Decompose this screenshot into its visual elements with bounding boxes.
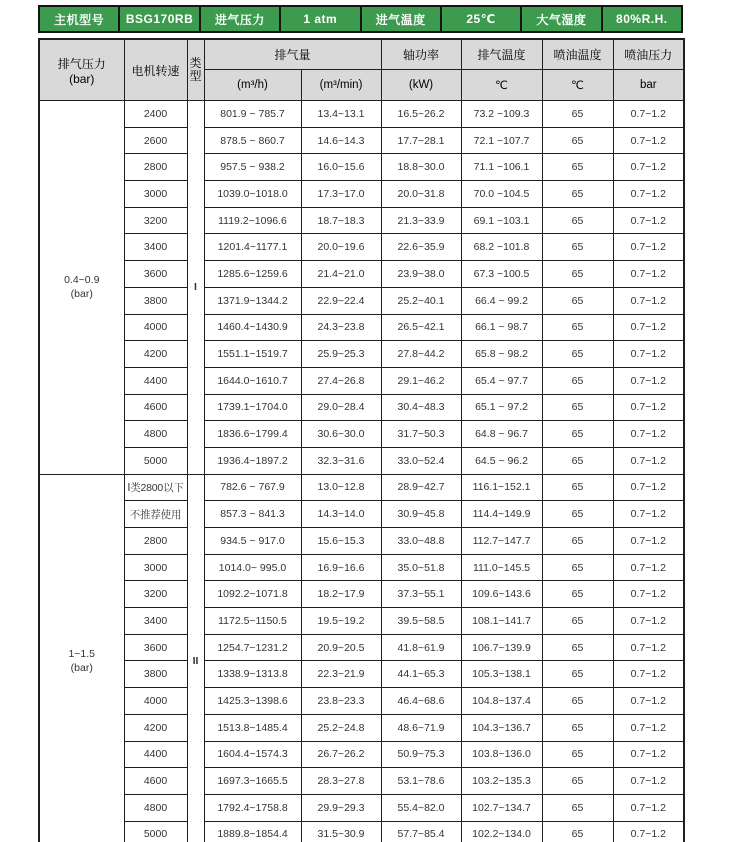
oil-temp-cell: 65 xyxy=(542,261,613,288)
oil-temp-cell: 65 xyxy=(542,127,613,154)
type-label-cell: II xyxy=(187,474,204,842)
discharge-temp-header: 排气温度 xyxy=(461,39,542,70)
discharge-temp-cell: 64.8 ~ 96.7 xyxy=(461,421,542,448)
table-row xyxy=(39,261,684,288)
shaft-power-cell: 17.7~28.1 xyxy=(381,127,461,154)
shaft-power-cell: 18.8~30.0 xyxy=(381,154,461,181)
flow-m3min-cell: 22.3~21.9 xyxy=(301,661,381,688)
inlet-pressure-value: 1 atm xyxy=(281,7,359,31)
flow-m3min-cell: 32.3~31.6 xyxy=(301,447,381,474)
discharge-pressure-title: 排气压力 xyxy=(57,56,106,71)
table-row xyxy=(39,821,684,842)
table-row xyxy=(39,367,684,394)
shaft-power-cell: 26.5~42.1 xyxy=(381,314,461,341)
table-row xyxy=(39,768,684,795)
discharge-pressure-unit: (bar) xyxy=(69,71,95,86)
flow-m3h-cell: 782.6 ~ 767.9 xyxy=(204,474,301,501)
discharge-temp-cell: 109.6~143.6 xyxy=(461,581,542,608)
motor-speed-cell: 3200 xyxy=(124,207,187,234)
shaft-power-cell: 20.0~31.8 xyxy=(381,181,461,208)
discharge-temp-cell: 103.2~135.3 xyxy=(461,768,542,795)
motor-speed-cell: 3800 xyxy=(124,287,187,314)
table-row xyxy=(39,341,684,368)
type-label-cell: I xyxy=(187,101,204,475)
inlet-temp-value: 25℃ xyxy=(442,7,520,31)
oil-temp-cell: 65 xyxy=(542,207,613,234)
flow-m3h-cell: 1604.4~1574.3 xyxy=(204,741,301,768)
flow-m3min-cell: 18.7~18.3 xyxy=(301,207,381,234)
table-row xyxy=(39,394,684,421)
capacity-header: 排气量 xyxy=(204,39,381,70)
discharge-temp-cell: 102.7~134.7 xyxy=(461,794,542,821)
table-row xyxy=(39,608,684,635)
flow-m3min-cell: 20.0~19.6 xyxy=(301,234,381,261)
table-row xyxy=(39,154,684,181)
discharge-temp-cell: 73.2 ~109.3 xyxy=(461,101,542,128)
table-row xyxy=(39,741,684,768)
humidity-label: 大气湿度 xyxy=(522,7,600,31)
discharge-temp-cell: 66.4 ~ 99.2 xyxy=(461,287,542,314)
flow-m3h-cell: 1014.0~ 995.0 xyxy=(204,554,301,581)
table-row xyxy=(39,127,684,154)
flow-m3h-cell: 1092.2~1071.8 xyxy=(204,581,301,608)
type-header xyxy=(187,39,204,101)
flow-m3h-cell: 1739.1~1704.0 xyxy=(204,394,301,421)
oil-temp-cell: 65 xyxy=(542,394,613,421)
table-row xyxy=(39,314,684,341)
oil-pressure-cell: 0.7~1.2 xyxy=(613,474,684,501)
oil-pressure-cell: 0.7~1.2 xyxy=(613,581,684,608)
flow-m3h-cell: 1460.4~1430.9 xyxy=(204,314,301,341)
oil-temp-cell: 65 xyxy=(542,501,613,528)
discharge-temp-cell: 64.5 ~ 96.2 xyxy=(461,447,542,474)
table-row xyxy=(39,581,684,608)
motor-speed-cell: 4200 xyxy=(124,341,187,368)
oil-temp-cell: 65 xyxy=(542,794,613,821)
flow-m3min-cell: 28.3~27.8 xyxy=(301,768,381,795)
oil-temp-cell: 65 xyxy=(542,581,613,608)
oil-temp-cell: 65 xyxy=(542,421,613,448)
inlet-temp-label: 进气温度 xyxy=(362,7,440,31)
oil-temp-cell: 65 xyxy=(542,181,613,208)
oil-temp-cell: 65 xyxy=(542,741,613,768)
motor-speed-cell: 2600 xyxy=(124,127,187,154)
shaft-power-cell: 35.0~51.8 xyxy=(381,554,461,581)
flow-m3min-cell: 16.9~16.6 xyxy=(301,554,381,581)
motor-speed-cell: 5000 xyxy=(124,821,187,842)
motor-speed-cell: Ⅰ类2800以下 xyxy=(124,474,187,501)
table-row xyxy=(39,101,684,128)
table-row xyxy=(39,554,684,581)
capacity-unit-m3min: (m³/min) xyxy=(301,70,381,101)
shaft-power-cell: 53.1~78.6 xyxy=(381,768,461,795)
pressure-range-cell: 1~1.5 (bar) xyxy=(39,474,124,842)
shaft-power-cell: 25.2~40.1 xyxy=(381,287,461,314)
table-row xyxy=(39,474,684,501)
flow-m3min-cell: 25.2~24.8 xyxy=(301,714,381,741)
flow-m3min-cell: 16.0~15.6 xyxy=(301,154,381,181)
flow-m3min-cell: 25.9~25.3 xyxy=(301,341,381,368)
oil-pressure-cell: 0.7~1.2 xyxy=(613,794,684,821)
motor-speed-cell: 5000 xyxy=(124,447,187,474)
oil-temp-cell: 65 xyxy=(542,688,613,715)
oil-pressure-cell: 0.7~1.2 xyxy=(613,367,684,394)
motor-speed-cell: 3600 xyxy=(124,634,187,661)
motor-speed-cell: 2800 xyxy=(124,154,187,181)
oil-pressure-cell: 0.7~1.2 xyxy=(613,261,684,288)
table-row xyxy=(39,661,684,688)
flow-m3min-cell: 13.0~12.8 xyxy=(301,474,381,501)
shaft-power-header: 轴功率 xyxy=(381,39,461,70)
discharge-temp-cell: 71.1 ~106.1 xyxy=(461,154,542,181)
shaft-power-cell: 16.5~26.2 xyxy=(381,101,461,128)
discharge-pressure-header xyxy=(39,39,124,101)
pressure-range-cell: 0.4~0.9 (bar) xyxy=(39,101,124,475)
oil-pressure-cell: 0.7~1.2 xyxy=(613,234,684,261)
oil-temp-cell: 65 xyxy=(542,554,613,581)
shaft-power-cell: 39.5~58.5 xyxy=(381,608,461,635)
oil-pressure-cell: 0.7~1.2 xyxy=(613,341,684,368)
machine-model-label: 主机型号 xyxy=(40,7,118,31)
oil-temp-cell: 65 xyxy=(542,101,613,128)
oil-pressure-cell: 0.7~1.2 xyxy=(613,421,684,448)
flow-m3min-cell: 15.6~15.3 xyxy=(301,528,381,555)
discharge-temp-cell: 72.1 ~107.7 xyxy=(461,127,542,154)
shaft-power-cell: 30.4~48.3 xyxy=(381,394,461,421)
shaft-power-unit: (kW) xyxy=(381,70,461,101)
motor-speed-cell: 4400 xyxy=(124,741,187,768)
flow-m3h-cell: 1697.3~1665.5 xyxy=(204,768,301,795)
flow-m3h-cell: 957.5 ~ 938.2 xyxy=(204,154,301,181)
table-row xyxy=(39,421,684,448)
flow-m3h-cell: 1172.5~1150.5 xyxy=(204,608,301,635)
oil-pressure-cell: 0.7~1.2 xyxy=(613,634,684,661)
flow-m3h-cell: 1936.4~1897.2 xyxy=(204,447,301,474)
table-row xyxy=(39,207,684,234)
discharge-temp-cell: 106.7~139.9 xyxy=(461,634,542,661)
discharge-temp-cell: 112.7~147.7 xyxy=(461,528,542,555)
flow-m3min-cell: 14.3~14.0 xyxy=(301,501,381,528)
oil-temp-cell: 65 xyxy=(542,474,613,501)
flow-m3min-cell: 24.3~23.8 xyxy=(301,314,381,341)
oil-temp-cell: 65 xyxy=(542,528,613,555)
flow-m3h-cell: 1551.1~1519.7 xyxy=(204,341,301,368)
shaft-power-cell: 29.1~46.2 xyxy=(381,367,461,394)
oil-pressure-cell: 0.7~1.2 xyxy=(613,554,684,581)
oil-temp-cell: 65 xyxy=(542,287,613,314)
shaft-power-cell: 27.8~44.2 xyxy=(381,341,461,368)
discharge-temp-cell: 114.4~149.9 xyxy=(461,501,542,528)
inlet-pressure-label: 进气压力 xyxy=(201,7,279,31)
flow-m3min-cell: 17.3~17.0 xyxy=(301,181,381,208)
table-row xyxy=(39,287,684,314)
motor-speed-cell: 4400 xyxy=(124,367,187,394)
flow-m3min-cell: 22.9~22.4 xyxy=(301,287,381,314)
shaft-power-cell: 55.4~82.0 xyxy=(381,794,461,821)
oil-pressure-cell: 0.7~1.2 xyxy=(613,741,684,768)
shaft-power-cell: 22.6~35.9 xyxy=(381,234,461,261)
motor-speed-cell: 3000 xyxy=(124,181,187,208)
motor-speed-cell: 4800 xyxy=(124,421,187,448)
motor-speed-cell: 3000 xyxy=(124,554,187,581)
shaft-power-cell: 41.8~61.9 xyxy=(381,634,461,661)
shaft-power-cell: 48.6~71.9 xyxy=(381,714,461,741)
motor-speed-header: 电机转速 xyxy=(124,39,187,101)
flow-m3h-cell: 1371.9~1344.2 xyxy=(204,287,301,314)
oil-temp-cell: 65 xyxy=(542,821,613,842)
oil-pressure-cell: 0.7~1.2 xyxy=(613,688,684,715)
discharge-temp-cell: 104.8~137.4 xyxy=(461,688,542,715)
motor-speed-cell: 2800 xyxy=(124,528,187,555)
shaft-power-cell: 31.7~50.3 xyxy=(381,421,461,448)
oil-temp-cell: 65 xyxy=(542,341,613,368)
discharge-temp-cell: 108.1~141.7 xyxy=(461,608,542,635)
oil-pressure-cell: 0.7~1.2 xyxy=(613,181,684,208)
oil-pressure-header: 喷油压力 xyxy=(613,39,684,70)
table-row xyxy=(39,714,684,741)
shaft-power-cell: 21.3~33.9 xyxy=(381,207,461,234)
shaft-power-cell: 50.9~75.3 xyxy=(381,741,461,768)
table-row xyxy=(39,181,684,208)
capacity-unit-m3h: (m³/h) xyxy=(204,70,301,101)
performance-spec-table xyxy=(38,38,685,842)
motor-speed-cell: 4600 xyxy=(124,394,187,421)
oil-pressure-cell: 0.7~1.2 xyxy=(613,608,684,635)
oil-pressure-cell: 0.7~1.2 xyxy=(613,287,684,314)
motor-speed-cell: 4000 xyxy=(124,314,187,341)
motor-speed-cell: 不推荐使用 xyxy=(124,501,187,528)
discharge-temp-cell: 65.4 ~ 97.7 xyxy=(461,367,542,394)
discharge-temp-unit: ℃ xyxy=(461,70,542,101)
motor-speed-cell: 4000 xyxy=(124,688,187,715)
oil-pressure-unit: bar xyxy=(613,70,684,101)
oil-temp-cell: 65 xyxy=(542,314,613,341)
machine-info-bar xyxy=(38,5,683,33)
flow-m3min-cell: 29.0~28.4 xyxy=(301,394,381,421)
motor-speed-cell: 4600 xyxy=(124,768,187,795)
table-row xyxy=(39,528,684,555)
discharge-temp-cell: 105.3~138.1 xyxy=(461,661,542,688)
table-row xyxy=(39,501,684,528)
discharge-temp-cell: 111.0~145.5 xyxy=(461,554,542,581)
oil-pressure-cell: 0.7~1.2 xyxy=(613,447,684,474)
oil-temp-cell: 65 xyxy=(542,234,613,261)
shaft-power-cell: 57.7~85.4 xyxy=(381,821,461,842)
oil-pressure-cell: 0.7~1.2 xyxy=(613,661,684,688)
oil-temp-cell: 65 xyxy=(542,768,613,795)
flow-m3h-cell: 1644.0~1610.7 xyxy=(204,367,301,394)
flow-m3min-cell: 19.5~19.2 xyxy=(301,608,381,635)
motor-speed-cell: 3800 xyxy=(124,661,187,688)
flow-m3h-cell: 1201.4~1177.1 xyxy=(204,234,301,261)
shaft-power-cell: 28.9~42.7 xyxy=(381,474,461,501)
flow-m3h-cell: 801.9 ~ 785.7 xyxy=(204,101,301,128)
discharge-temp-cell: 69.1 ~103.1 xyxy=(461,207,542,234)
discharge-temp-cell: 66.1 ~ 98.7 xyxy=(461,314,542,341)
discharge-temp-cell: 68.2 ~101.8 xyxy=(461,234,542,261)
oil-temp-cell: 65 xyxy=(542,608,613,635)
flow-m3min-cell: 31.5~30.9 xyxy=(301,821,381,842)
flow-m3h-cell: 1039.0~1018.0 xyxy=(204,181,301,208)
type-header-char1: 类 xyxy=(189,55,202,70)
shaft-power-cell: 23.9~38.0 xyxy=(381,261,461,288)
shaft-power-cell: 33.0~48.8 xyxy=(381,528,461,555)
flow-m3h-cell: 1285.6~1259.6 xyxy=(204,261,301,288)
flow-m3min-cell: 14.6~14.3 xyxy=(301,127,381,154)
flow-m3h-cell: 1836.6~1799.4 xyxy=(204,421,301,448)
table-row xyxy=(39,794,684,821)
flow-m3h-cell: 1513.8~1485.4 xyxy=(204,714,301,741)
flow-m3min-cell: 27.4~26.8 xyxy=(301,367,381,394)
flow-m3min-cell: 30.6~30.0 xyxy=(301,421,381,448)
flow-m3h-cell: 934.5 ~ 917.0 xyxy=(204,528,301,555)
discharge-temp-cell: 65.1 ~ 97.2 xyxy=(461,394,542,421)
shaft-power-cell: 37.3~55.1 xyxy=(381,581,461,608)
motor-speed-cell: 4200 xyxy=(124,714,187,741)
motor-speed-cell: 2400 xyxy=(124,101,187,128)
oil-pressure-cell: 0.7~1.2 xyxy=(613,821,684,842)
flow-m3min-cell: 23.8~23.3 xyxy=(301,688,381,715)
table-row xyxy=(39,634,684,661)
motor-speed-cell: 3600 xyxy=(124,261,187,288)
oil-pressure-cell: 0.7~1.2 xyxy=(613,207,684,234)
oil-pressure-cell: 0.7~1.2 xyxy=(613,101,684,128)
oil-pressure-cell: 0.7~1.2 xyxy=(613,127,684,154)
table-row xyxy=(39,447,684,474)
motor-speed-cell: 3200 xyxy=(124,581,187,608)
oil-temp-unit: ℃ xyxy=(542,70,613,101)
flow-m3h-cell: 878.5 ~ 860.7 xyxy=(204,127,301,154)
flow-m3h-cell: 1425.3~1398.6 xyxy=(204,688,301,715)
flow-m3h-cell: 1254.7~1231.2 xyxy=(204,634,301,661)
shaft-power-cell: 33.0~52.4 xyxy=(381,447,461,474)
flow-m3h-cell: 1792.4~1758.8 xyxy=(204,794,301,821)
motor-speed-cell: 4800 xyxy=(124,794,187,821)
oil-pressure-cell: 0.7~1.2 xyxy=(613,501,684,528)
flow-m3h-cell: 857.3 ~ 841.3 xyxy=(204,501,301,528)
flow-m3min-cell: 29.9~29.3 xyxy=(301,794,381,821)
machine-model-value: BSG170RB xyxy=(120,7,198,31)
oil-temp-cell: 65 xyxy=(542,714,613,741)
oil-temp-cell: 65 xyxy=(542,634,613,661)
discharge-temp-cell: 65.8 ~ 98.2 xyxy=(461,341,542,368)
shaft-power-cell: 30.9~45.8 xyxy=(381,501,461,528)
table-row xyxy=(39,688,684,715)
oil-temp-cell: 65 xyxy=(542,154,613,181)
oil-pressure-cell: 0.7~1.2 xyxy=(613,314,684,341)
oil-pressure-cell: 0.7~1.2 xyxy=(613,768,684,795)
discharge-temp-cell: 102.2~134.0 xyxy=(461,821,542,842)
humidity-value: 80%R.H. xyxy=(603,7,681,31)
oil-temp-cell: 65 xyxy=(542,447,613,474)
discharge-temp-cell: 104.3~136.7 xyxy=(461,714,542,741)
flow-m3h-cell: 1889.8~1854.4 xyxy=(204,821,301,842)
motor-speed-cell: 3400 xyxy=(124,608,187,635)
oil-pressure-cell: 0.7~1.2 xyxy=(613,714,684,741)
discharge-temp-cell: 70.0 ~104.5 xyxy=(461,181,542,208)
oil-temp-cell: 65 xyxy=(542,661,613,688)
oil-temp-header: 喷油温度 xyxy=(542,39,613,70)
flow-m3min-cell: 21.4~21.0 xyxy=(301,261,381,288)
flow-m3min-cell: 26.7~26.2 xyxy=(301,741,381,768)
discharge-temp-cell: 116.1~152.1 xyxy=(461,474,542,501)
flow-m3min-cell: 20.9~20.5 xyxy=(301,634,381,661)
discharge-temp-cell: 67.3 ~100.5 xyxy=(461,261,542,288)
flow-m3h-cell: 1338.9~1313.8 xyxy=(204,661,301,688)
motor-speed-cell: 3400 xyxy=(124,234,187,261)
table-row xyxy=(39,234,684,261)
shaft-power-cell: 46.4~68.6 xyxy=(381,688,461,715)
oil-temp-cell: 65 xyxy=(542,367,613,394)
flow-m3h-cell: 1119.2~1096.6 xyxy=(204,207,301,234)
flow-m3min-cell: 18.2~17.9 xyxy=(301,581,381,608)
discharge-temp-cell: 103.8~136.0 xyxy=(461,741,542,768)
oil-pressure-cell: 0.7~1.2 xyxy=(613,154,684,181)
type-header-char2: 型 xyxy=(189,69,202,83)
oil-pressure-cell: 0.7~1.2 xyxy=(613,528,684,555)
oil-pressure-cell: 0.7~1.2 xyxy=(613,394,684,421)
flow-m3min-cell: 13.4~13.1 xyxy=(301,101,381,128)
shaft-power-cell: 44.1~65.3 xyxy=(381,661,461,688)
